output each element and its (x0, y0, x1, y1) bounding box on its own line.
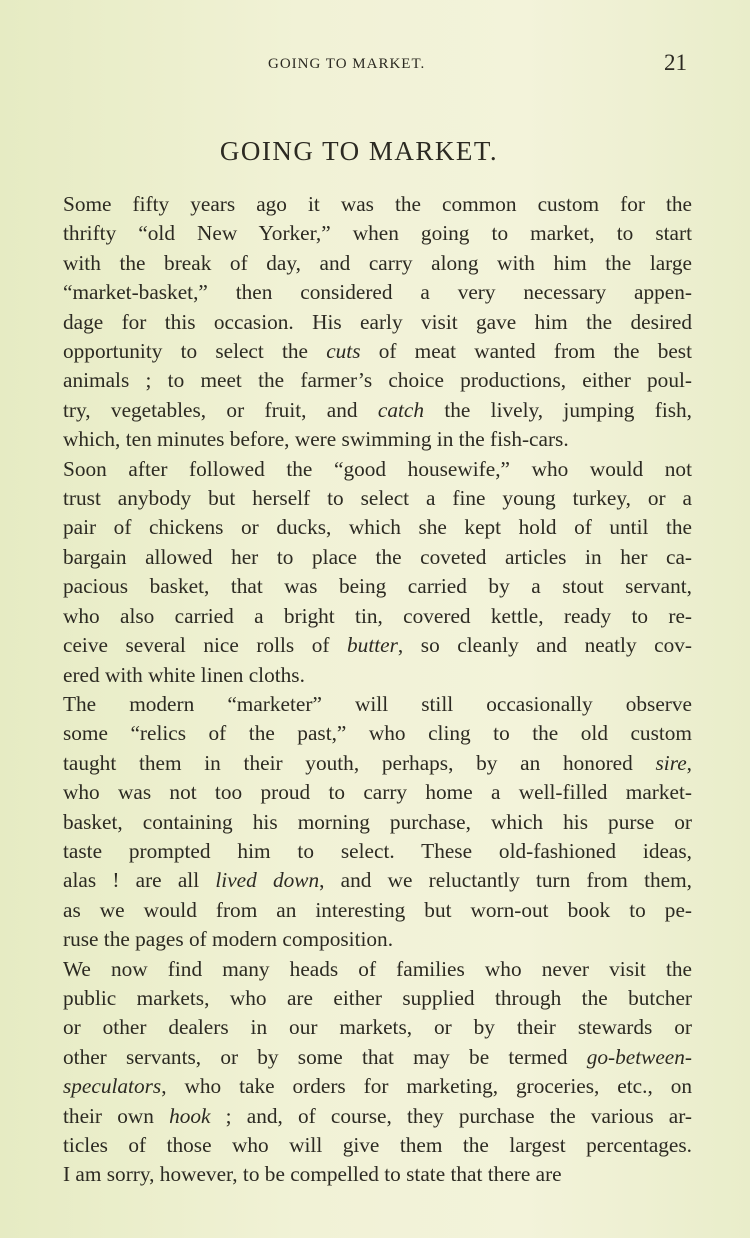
page-number: 21 (664, 50, 687, 75)
text-line: I am sorry, however, to be compelled to state that there are (63, 1162, 562, 1187)
text-line: public markets, who are either supplied through the butcher (63, 985, 692, 1010)
text-line: speculators, who take orders for marketing, groceries, etc., on (63, 1074, 692, 1099)
text-line: taught them in their youth, perhaps, by an honored sire, (63, 750, 692, 775)
text-line: pair of chickens or ducks, which she kept hold of until the (63, 515, 692, 540)
text-line: thrifty “old New Yorker,” when going to market, to start (63, 221, 692, 246)
text-line: “market-basket,” then considered a very necessary appen- (63, 280, 692, 305)
paragraph (36, 955, 692, 1190)
chapter-title: GOING TO MARKET. (219, 136, 499, 166)
text-line: basket, containing his morning purchase, which his purse or (63, 809, 692, 834)
text-line: try, vegetables, or fruit, and catch the lively, jumping fish, (63, 397, 692, 422)
body-text (36, 190, 692, 1190)
text-line: which, ten minutes before, were swimming in the fish-cars. (63, 427, 569, 452)
text-line: with the break of day, and carry along with him the large (63, 250, 692, 275)
text-line: who was not too proud to carry home a well-filled market- (63, 780, 692, 805)
text-line: animals ; to meet the farmer’s choice productions, either poul- (63, 368, 692, 393)
text-line: ered with white linen cloths. (63, 662, 305, 687)
text-line: taste prompted him to select. These old-fashioned ideas, (63, 838, 692, 863)
running-head (0, 52, 750, 82)
text-line: as we would from an interesting but worn-out book to pe- (63, 897, 692, 922)
text-line: dage for this occasion. His early visit gave him the desired (63, 309, 692, 334)
paragraph (36, 455, 692, 690)
text-line: other servants, or by some that may be termed go-between- (63, 1044, 692, 1069)
text-line: alas ! are all lived down, and we reluctantly turn from them, (63, 868, 692, 893)
text-line: their own hook ; and, of course, they purchase the various ar- (63, 1103, 692, 1128)
text-line: ceive several nice rolls of butter, so cleanly and neatly cov- (63, 633, 693, 658)
text-line: trust anybody but herself to select a fine young turkey, or a (63, 486, 692, 511)
text-line: Soon after followed the “good housewife,” who would not (63, 456, 692, 481)
text-line: some “relics of the past,” who cling to the old custom (63, 721, 692, 746)
text-line: We now find many heads of families who never visit the (63, 956, 692, 981)
running-title: GOING TO MARKET. (268, 56, 426, 72)
text-line: or other dealers in our markets, or by their stewards or (63, 1015, 692, 1040)
text-line: pacious basket, that was being carried by a stout servant, (63, 574, 692, 599)
paragraph (36, 690, 692, 955)
text-line: The modern “marketer” will still occasionally observe (63, 691, 692, 716)
text-line: who also carried a bright tin, covered kettle, ready to re- (63, 603, 692, 628)
text-line: Some fifty years ago it was the common custom for the (63, 192, 692, 216)
text-line: opportunity to select the cuts of meat wanted from the best (63, 339, 692, 364)
text-line: bargain allowed her to place the coveted articles in her ca- (63, 544, 692, 569)
text-line: ruse the pages of modern composition. (63, 927, 394, 952)
text-line: ticles of those who will give them the largest percentages. (63, 1133, 692, 1157)
paragraph (36, 190, 692, 455)
